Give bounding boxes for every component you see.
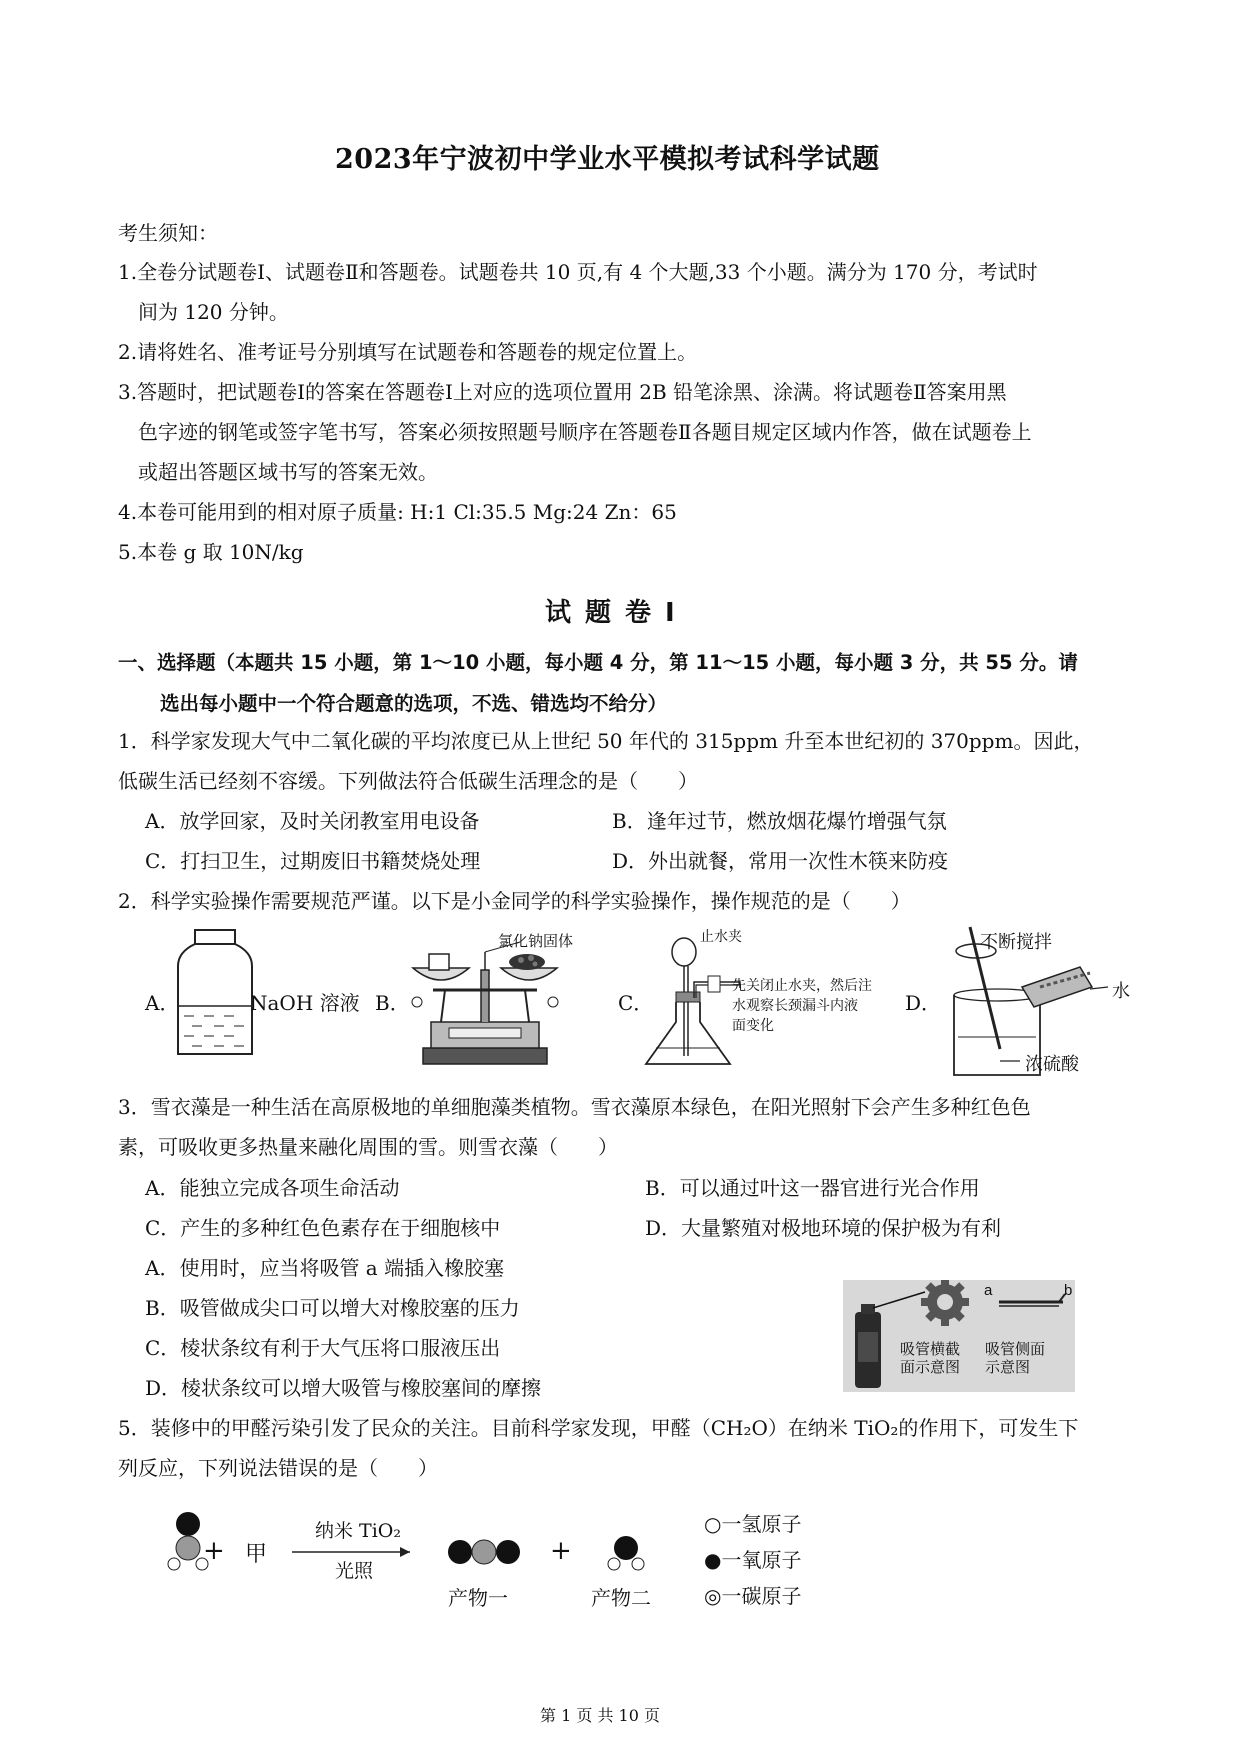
- hydrogen-atom: [632, 1558, 644, 1570]
- q2-option-d-letter: D．: [905, 991, 942, 1015]
- q2-option-c-letter: C．: [618, 991, 654, 1015]
- q2-option-d-water-label: 水: [1112, 981, 1130, 1002]
- q2-option-c-label-line2: 水观察长颈漏斗内液: [732, 998, 858, 1014]
- oxygen-atom: [614, 1536, 638, 1560]
- carbon-atom: [472, 1540, 496, 1564]
- q2-option-d-stir-label: 不断搅拌: [980, 932, 1052, 953]
- q2-option-c-label-line1: 先关闭止水夹，然后注: [732, 978, 872, 994]
- page-title: 2023年宁波初中学业水平模拟考试科学试题: [335, 144, 880, 175]
- straw-cross-section-label-1: 吸管横截: [900, 1340, 961, 1358]
- straw-end-a-label: a: [984, 1282, 993, 1299]
- q1-option-c: C．打扫卫生，过期废旧书籍焚烧处理: [145, 849, 481, 873]
- q3-option-d: D．大量繁殖对极地环境的保护极为有利: [645, 1216, 1002, 1240]
- notice-line-3b: 色字迹的钢笔或签字笔书写，答案必须按照题号顺序在答题卷Ⅱ各题目规定区域内作答，做在试题卷上: [138, 420, 1032, 444]
- notice-line-4: 4.本卷可能用到的相对原子质量: H:1 Cl:35.5 Mg:24 Zn：65: [118, 500, 677, 524]
- q1-stem-line2: 低碳生活已经刻不容缓。下列做法符合低碳生活理念的是（ ）: [118, 769, 698, 793]
- notice-line-3: 3.答题时，把试题卷Ⅰ的答案在答题卷Ⅰ上对应的选项位置用 2B 铅笔涂黑、涂满。将试题卷Ⅱ答案用黑: [118, 380, 1007, 404]
- q1-option-d: D．外出就餐，常用一次性木筷来防疫: [612, 849, 949, 873]
- q5-stem-line2: 列反应，下列说法错误的是（ ）: [118, 1456, 438, 1480]
- q2-option-a-label: NaOH 溶液: [250, 991, 360, 1015]
- q5-stem-line1: 5．装修中的甲醛污染引发了民众的关注。目前科学家发现，甲醛（CH₂O）在纳米 TiO₂的作用下，可发生下: [118, 1416, 1079, 1440]
- part-heading-line2: 选出每小题中一个符合题意的选项，不选、错选均不给分）: [160, 692, 668, 715]
- q1-stem-line1: 1．科学家发现大气中二氧化碳的平均浓度已从上世纪 50 年代的 315ppm 升至本世纪初的 370ppm。因此，: [118, 729, 1094, 753]
- q3-stem-line2: 素，可吸收更多热量来融化周围的雪。则雪衣藻（ ）: [118, 1135, 618, 1159]
- q4-option-d: D．棱状条纹可以增大吸管与橡胶塞间的摩擦: [145, 1376, 542, 1400]
- reaction-condition-bottom: 光照: [335, 1560, 374, 1582]
- q2-option-a-letter: A．: [145, 991, 180, 1015]
- q2-option-c-label-clamp: 止水夹: [700, 929, 742, 945]
- notice-heading: 考生须知：: [118, 221, 218, 245]
- reaction-plus-2: +: [550, 1536, 572, 1566]
- reaction-condition-top: 纳米 TiO₂: [315, 1520, 401, 1542]
- q4-option-c: C．棱状条纹有利于大气压将口服液压出: [145, 1336, 501, 1360]
- q2-option-c-label-line3: 面变化: [732, 1018, 774, 1034]
- oxygen-atom: [496, 1540, 520, 1564]
- notice-line-1: 1.全卷分试题卷Ⅰ、试题卷Ⅱ和答题卷。试题卷共 10 页,有 4 个大题,33 个小题。满分为 170 分，考试时: [118, 260, 1038, 284]
- q3-stem-line1: 3．雪衣藻是一种生活在高原极地的单细胞藻类植物。雪衣藻原本绿色，在阳光照射下会产生多种红色色: [118, 1095, 1031, 1119]
- q2-option-b-letter: B．: [375, 991, 410, 1015]
- reactant-jia-label: 甲: [245, 1542, 268, 1567]
- legend-hydrogen: ○一氢原子: [704, 1512, 802, 1536]
- carbon-atom: [176, 1536, 200, 1560]
- q2-option-b-label: 氯化钠固体: [498, 932, 574, 950]
- part-heading-line1: 一、选择题（本题共 15 小题，第 1～10 小题，每小题 4 分，第 11～15 小题，每小题 3 分，共 55 分。请: [118, 651, 1078, 674]
- straw-cross-section-label-2: 面示意图: [900, 1358, 961, 1376]
- q1-option-b: B．逢年过节，燃放烟花爆竹增强气氛: [612, 809, 947, 833]
- hydrogen-atom: [168, 1558, 180, 1570]
- legend-carbon: ◎一碳原子: [704, 1584, 802, 1608]
- oxygen-atom: [448, 1540, 472, 1564]
- balance-figure: [405, 930, 565, 1070]
- section-title: 试题卷Ⅰ: [545, 598, 689, 628]
- q3-option-c: C．产生的多种红色色素存在于细胞核中: [145, 1216, 501, 1240]
- product-one-label: 产物一: [448, 1586, 508, 1610]
- product-two-label: 产物二: [591, 1586, 651, 1610]
- straw-side-label-1: 吸管侧面: [985, 1340, 1046, 1358]
- q4-option-a: A．使用时，应当将吸管 a 端插入橡胶塞: [145, 1256, 505, 1280]
- notice-line-3c: 或超出答题区域书写的答案无效。: [138, 460, 438, 484]
- notice-line-2: 2.请将姓名、准考证号分别填写在试题卷和答题卷的规定位置上。: [118, 340, 698, 364]
- reaction-plus-1: +: [203, 1536, 225, 1566]
- notice-line-5: 5.本卷 g 取 10N/kg: [118, 540, 304, 564]
- q2-stem: 2．科学实验操作需要规范严谨。以下是小金同学的科学实验操作，操作规范的是（ ）: [118, 889, 911, 913]
- q3-option-a: A．能独立完成各项生命活动: [145, 1176, 400, 1200]
- page-footer: 第 1 页 共 10 页: [540, 1706, 660, 1725]
- straw-side-label-2: 示意图: [985, 1358, 1031, 1376]
- straw-end-b-label: b: [1064, 1282, 1073, 1299]
- notice-line-1b: 间为 120 分钟。: [138, 300, 289, 324]
- hydrogen-atom: [608, 1558, 620, 1570]
- q4-option-b: B．吸管做成尖口可以增大对橡胶塞的压力: [145, 1296, 520, 1320]
- oxygen-atom: [176, 1512, 200, 1536]
- q2-option-d-acid-label: 浓硫酸: [1025, 1054, 1079, 1075]
- q1-option-a: A．放学回家，及时关闭教室用电设备: [145, 809, 480, 833]
- legend-oxygen: ●一氧原子: [704, 1548, 802, 1572]
- q3-option-b: B．可以通过叶这一器官进行光合作用: [645, 1176, 980, 1200]
- reagent-bottle-figure: [170, 928, 260, 1058]
